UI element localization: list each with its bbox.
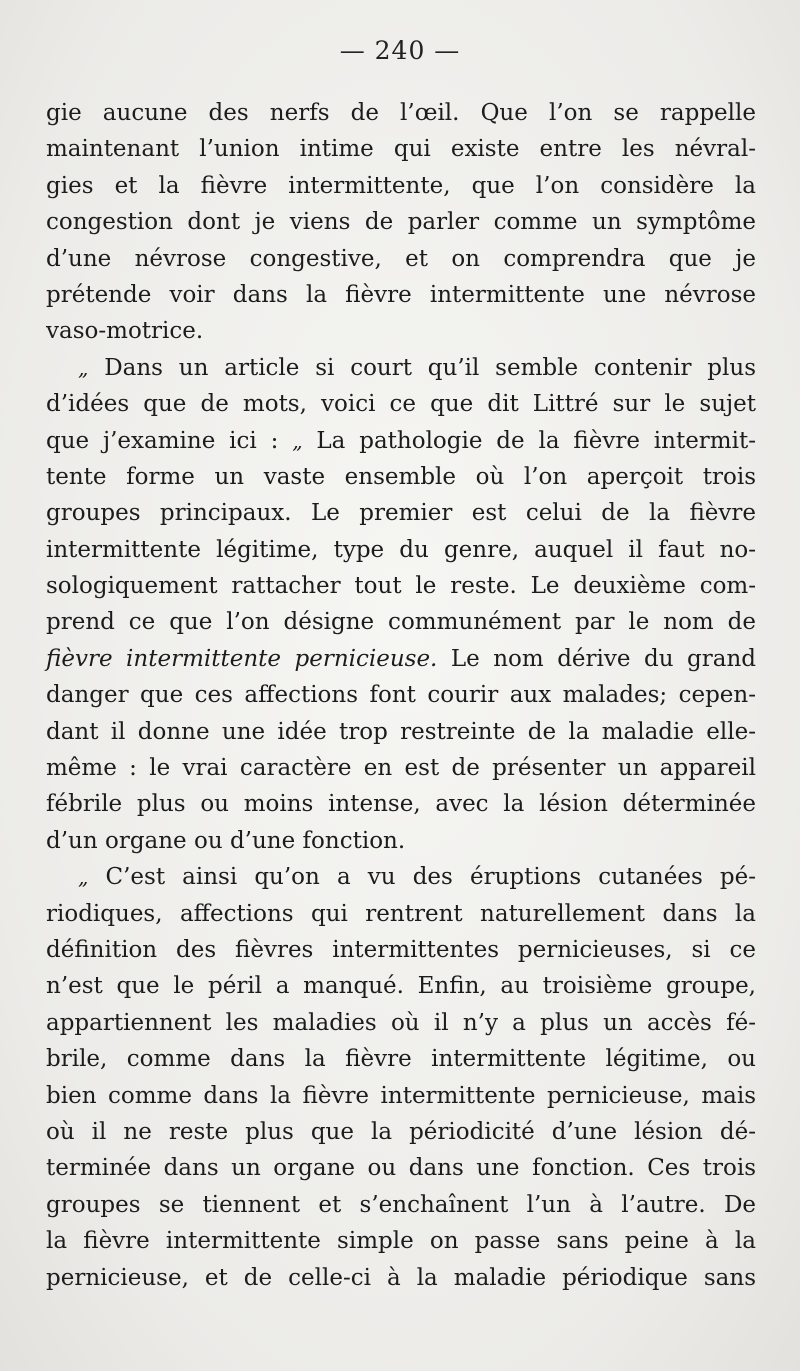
text-line <box>46 241 756 277</box>
quote-mark: „ <box>292 428 303 453</box>
text-line <box>46 568 756 604</box>
line-text: groupes se tiennent et s’enchaînent l’un à l’autre. De <box>46 1191 756 1218</box>
text-line <box>46 1260 756 1296</box>
line-text: bien comme dans la fièvre intermittente pernicieuse, mais <box>46 1082 756 1109</box>
text-line <box>46 859 756 895</box>
line-text: que j’examine ici : <box>46 427 293 454</box>
text-line <box>46 386 756 422</box>
text-line <box>46 277 756 313</box>
line-text: C’est ainsi qu’on a vu des éruptions cutanées pé- <box>88 864 756 891</box>
line-text: prétende voir dans la fièvre intermittente une névrose <box>46 281 756 308</box>
italic-text: fièvre intermittente pernicieuse. <box>46 645 438 672</box>
text-line <box>46 677 756 713</box>
text-line <box>46 350 756 386</box>
line-text: brile, comme dans la fièvre intermittente légitime, ou <box>46 1046 756 1073</box>
page-number: — 240 — <box>339 36 461 65</box>
text-line <box>46 459 756 495</box>
text-line <box>46 1041 756 1077</box>
line-text: riodiques, affections qui rentrent naturellement dans la <box>46 900 756 927</box>
line-text: pernicieuse, et de celle-ci à la maladie périodique sans <box>46 1264 756 1291</box>
text-line <box>46 168 756 204</box>
text-line <box>46 95 756 131</box>
line-text: où il ne reste plus que la périodicité d’une lésion dé- <box>46 1118 756 1145</box>
line-text: vaso-motrice. <box>46 318 204 345</box>
line-text: terminée dans un organe ou dans une fonction. Ces trois <box>46 1155 756 1182</box>
line-text: intermittente légitime, type du genre, auquel il faut no- <box>46 536 756 563</box>
text-line <box>46 131 756 167</box>
line-text: même : le vrai caractère en est de présenter un appareil <box>46 755 756 782</box>
line-text: d’une névrose congestive, et on comprendra que je <box>46 245 756 272</box>
text-line <box>46 1114 756 1150</box>
line-text: la fièvre intermittente simple on passe sans peine à la <box>46 1228 756 1255</box>
text-line <box>46 1187 756 1223</box>
line-text: tente forme un vaste ensemble où l’on aperçoit trois <box>46 463 756 490</box>
line-text: gies et la fièvre intermittente, que l’on considère la <box>46 172 756 199</box>
line-text: fébrile plus ou moins intense, avec la lésion déterminée <box>46 791 756 818</box>
line-text: Dans un article si court qu’il semble contenir plus <box>88 354 756 381</box>
text-line <box>46 604 756 640</box>
line-text: La pathologie de la fièvre intermit- <box>302 427 756 454</box>
line-text: gie aucune des nerfs de l’œil. Que l’on se rappelle <box>46 100 756 126</box>
text-line <box>46 968 756 1004</box>
line-text: groupes principaux. Le premier est celui de la fièvre <box>46 500 756 527</box>
text-line <box>46 1150 756 1186</box>
text-line <box>46 204 756 240</box>
line-text: maintenant l’union intime qui existe entre les névral- <box>46 136 756 163</box>
line-text: danger que ces affections font courir aux malades; cepen- <box>46 682 756 709</box>
text-line <box>46 750 756 786</box>
text-line <box>46 932 756 968</box>
line-text: prend ce que l’on désigne communément par le nom de <box>46 609 756 636</box>
text-line <box>46 896 756 932</box>
line-text: d’idées que de mots, voici ce que dit Littré sur le sujet <box>46 391 756 418</box>
line-text: n’est que le péril a manqué. Enfin, au troisième groupe, <box>46 973 756 1000</box>
text-line <box>46 532 756 568</box>
line-text: dant il donne une idée trop restreinte de la maladie elle- <box>46 718 756 745</box>
text-line <box>46 823 756 859</box>
line-text: d’un organe ou d’une fonction. <box>46 827 406 854</box>
quote-mark: „ <box>78 355 89 380</box>
text-line <box>46 1078 756 1114</box>
body-text <box>46 95 756 1296</box>
text-line <box>46 495 756 531</box>
text-line <box>46 714 756 750</box>
text-line <box>46 423 756 459</box>
line-text: sologiquement rattacher tout le reste. Le deuxième com- <box>46 573 756 600</box>
text-line <box>46 641 756 677</box>
line-text: Le nom dérive du grand <box>437 645 756 672</box>
line-text: congestion dont je viens de parler comme un symptôme <box>46 209 756 236</box>
text-line <box>46 1223 756 1259</box>
text-line <box>46 313 756 349</box>
quote-mark: „ <box>78 865 89 890</box>
text-line <box>46 786 756 822</box>
line-text: appartiennent les maladies où il n’y a plus un accès fé- <box>46 1009 756 1036</box>
line-text: définition des fièvres intermittentes pernicieuses, si ce <box>46 936 756 963</box>
text-line <box>46 1005 756 1041</box>
